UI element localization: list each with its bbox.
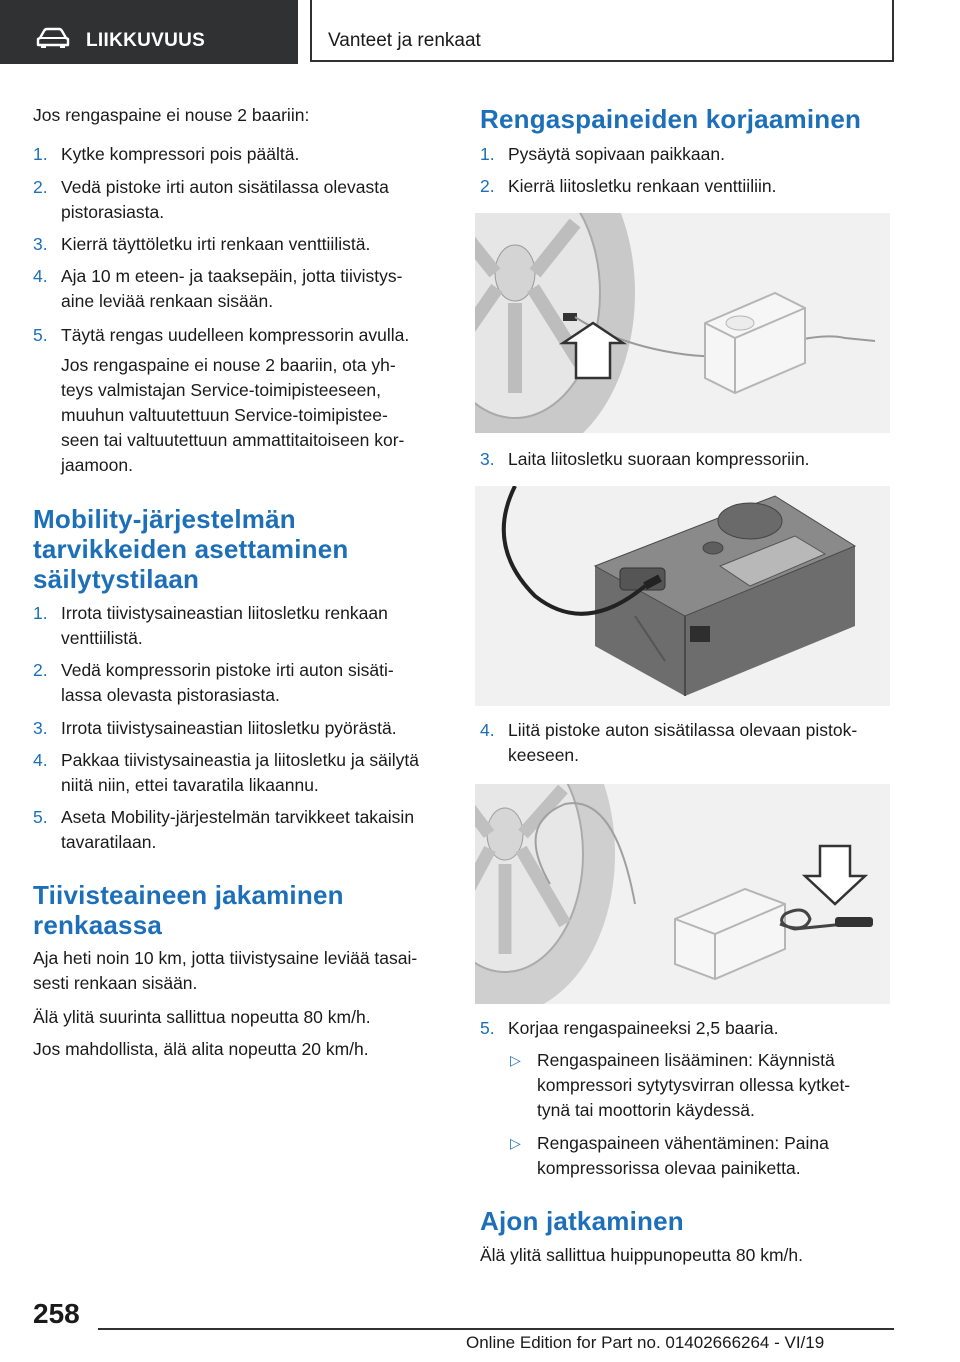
step-text: Laita liitosletku suoraan kompressoriin. xyxy=(508,449,810,469)
bullet-text: tynä tai moottorin käydessä. xyxy=(537,1100,755,1120)
paragraph: Jos mahdollista, älä alita nopeutta 20 km/h. xyxy=(33,1039,369,1059)
step-number: 3. xyxy=(480,449,495,469)
heading-mobility: Mobility-järjestelmän tarvikkeiden asettaminen säilytystilaan xyxy=(33,504,349,594)
heading-sealant: Tiivisteaineen jakaminen renkaassa xyxy=(33,880,344,940)
note-line: jaamoon. xyxy=(61,455,133,475)
step-number: 1. xyxy=(33,603,48,623)
step-text: Irrota tiivistysaineastian liitosletku pyörästä. xyxy=(61,718,397,738)
bullet-text: Rengaspaineen vähentäminen: Paina xyxy=(537,1133,829,1153)
step-number: 4. xyxy=(33,750,48,770)
step-text: venttiilistä. xyxy=(61,628,143,648)
car-icon xyxy=(36,27,70,54)
page-number: 258 xyxy=(33,1298,80,1329)
step-text: pistorasiasta. xyxy=(61,202,165,222)
step-number: 4. xyxy=(480,720,495,740)
step-text: Aseta Mobility-järjestelmän tarvikkeet takaisin xyxy=(61,807,415,827)
step-number: 5. xyxy=(480,1018,495,1038)
step-number: 2. xyxy=(33,660,48,680)
footer-divider xyxy=(98,1328,894,1330)
step-number: 4. xyxy=(33,266,48,286)
step-number: 3. xyxy=(33,234,48,254)
step-text: lassa olevasta pistorasiasta. xyxy=(61,685,280,705)
step-text: Täytä rengas uudelleen kompressorin avulla. xyxy=(61,325,410,345)
step-text: niitä niin, ettei tavaratila likaannu. xyxy=(61,775,319,795)
step-number: 1. xyxy=(33,144,48,164)
paragraph: Älä ylitä sallittua huippunopeutta 80 km/h. xyxy=(480,1245,803,1265)
step-text: Pakkaa tiivistysaineastia ja liitosletku ja säilytä xyxy=(61,750,419,770)
note-line: seen tai valtuutettuun ammattitaitoiseen kor- xyxy=(61,430,405,450)
step-text: keeseen. xyxy=(508,745,580,765)
triangle-bullet-icon: ▷ xyxy=(510,1135,521,1151)
illustration-valve-connection xyxy=(475,213,890,433)
note-line: teys valmistajan Service-toimipisteeseen, xyxy=(61,380,381,400)
step-text: Vedä pistoke irti auton sisätilassa olevasta xyxy=(61,177,389,197)
step-text: Irrota tiivistysaineastian liitosletku renkaan xyxy=(61,603,388,623)
intro-text: Jos rengaspaine ei nouse 2 baariin: xyxy=(33,105,310,125)
illustration-compressor-hose xyxy=(475,486,890,706)
footer-edition: Online Edition for Part no. 01402666264 - VI/19 xyxy=(466,1333,825,1352)
step-text: Liitä pistoke auton sisätilassa olevaan pistok- xyxy=(508,720,858,740)
illustration-power-plug xyxy=(475,784,890,1004)
section-title: Vanteet ja renkaat xyxy=(328,30,481,51)
triangle-bullet-icon: ▷ xyxy=(510,1052,521,1068)
chapter-tab xyxy=(0,0,298,64)
step-number: 3. xyxy=(33,718,48,738)
step-text: aine leviää renkaan sisään. xyxy=(61,291,274,311)
bullet-text: Rengaspaineen lisääminen: Käynnistä xyxy=(537,1050,835,1070)
heading-continue: Ajon jatkaminen xyxy=(480,1206,684,1236)
step-number: 2. xyxy=(480,176,495,196)
step-number: 5. xyxy=(33,325,48,345)
step-text: Kytke kompressori pois päältä. xyxy=(61,144,300,164)
paragraph: Aja heti noin 10 km, jotta tiivistysaine leviää tasai- sesti renkaan sisään. xyxy=(33,948,418,993)
step-text: Kierrä liitosletku renkaan venttiiliin. xyxy=(508,176,777,196)
section-header xyxy=(310,0,894,62)
chapter-title: LIIKKUVUUS xyxy=(86,30,206,51)
step-number: 5. xyxy=(33,807,48,827)
heading-repair: Rengaspaineiden korjaaminen xyxy=(480,104,862,134)
bullet-text: kompressori sytytysvirran ollessa kytket- xyxy=(537,1075,851,1095)
step-text: Kierrä täyttöletku irti renkaan venttiilistä. xyxy=(61,234,371,254)
step-number: 1. xyxy=(480,144,495,164)
bullet-text: kompressorissa olevaa painiketta. xyxy=(537,1158,801,1178)
step-text: Vedä kompressorin pistoke irti auton sisäti- xyxy=(61,660,394,680)
step-text: tavaratilaan. xyxy=(61,832,157,852)
paragraph: Älä ylitä suurinta sallittua nopeutta 80 km/h. xyxy=(33,1007,371,1027)
note-line: muuhun valtuutettuun Service-toimipistee- xyxy=(61,405,388,425)
note-line: Jos rengaspaine ei nouse 2 baariin, ota yh- xyxy=(61,355,396,375)
step-text: Pysäytä sopivaan paikkaan. xyxy=(508,144,725,164)
step-text: Aja 10 m eteen- ja taaksepäin, jotta tiivistys- xyxy=(61,266,403,286)
step-text: Korjaa rengaspaineeksi 2,5 baaria. xyxy=(508,1018,779,1038)
step-number: 2. xyxy=(33,177,48,197)
